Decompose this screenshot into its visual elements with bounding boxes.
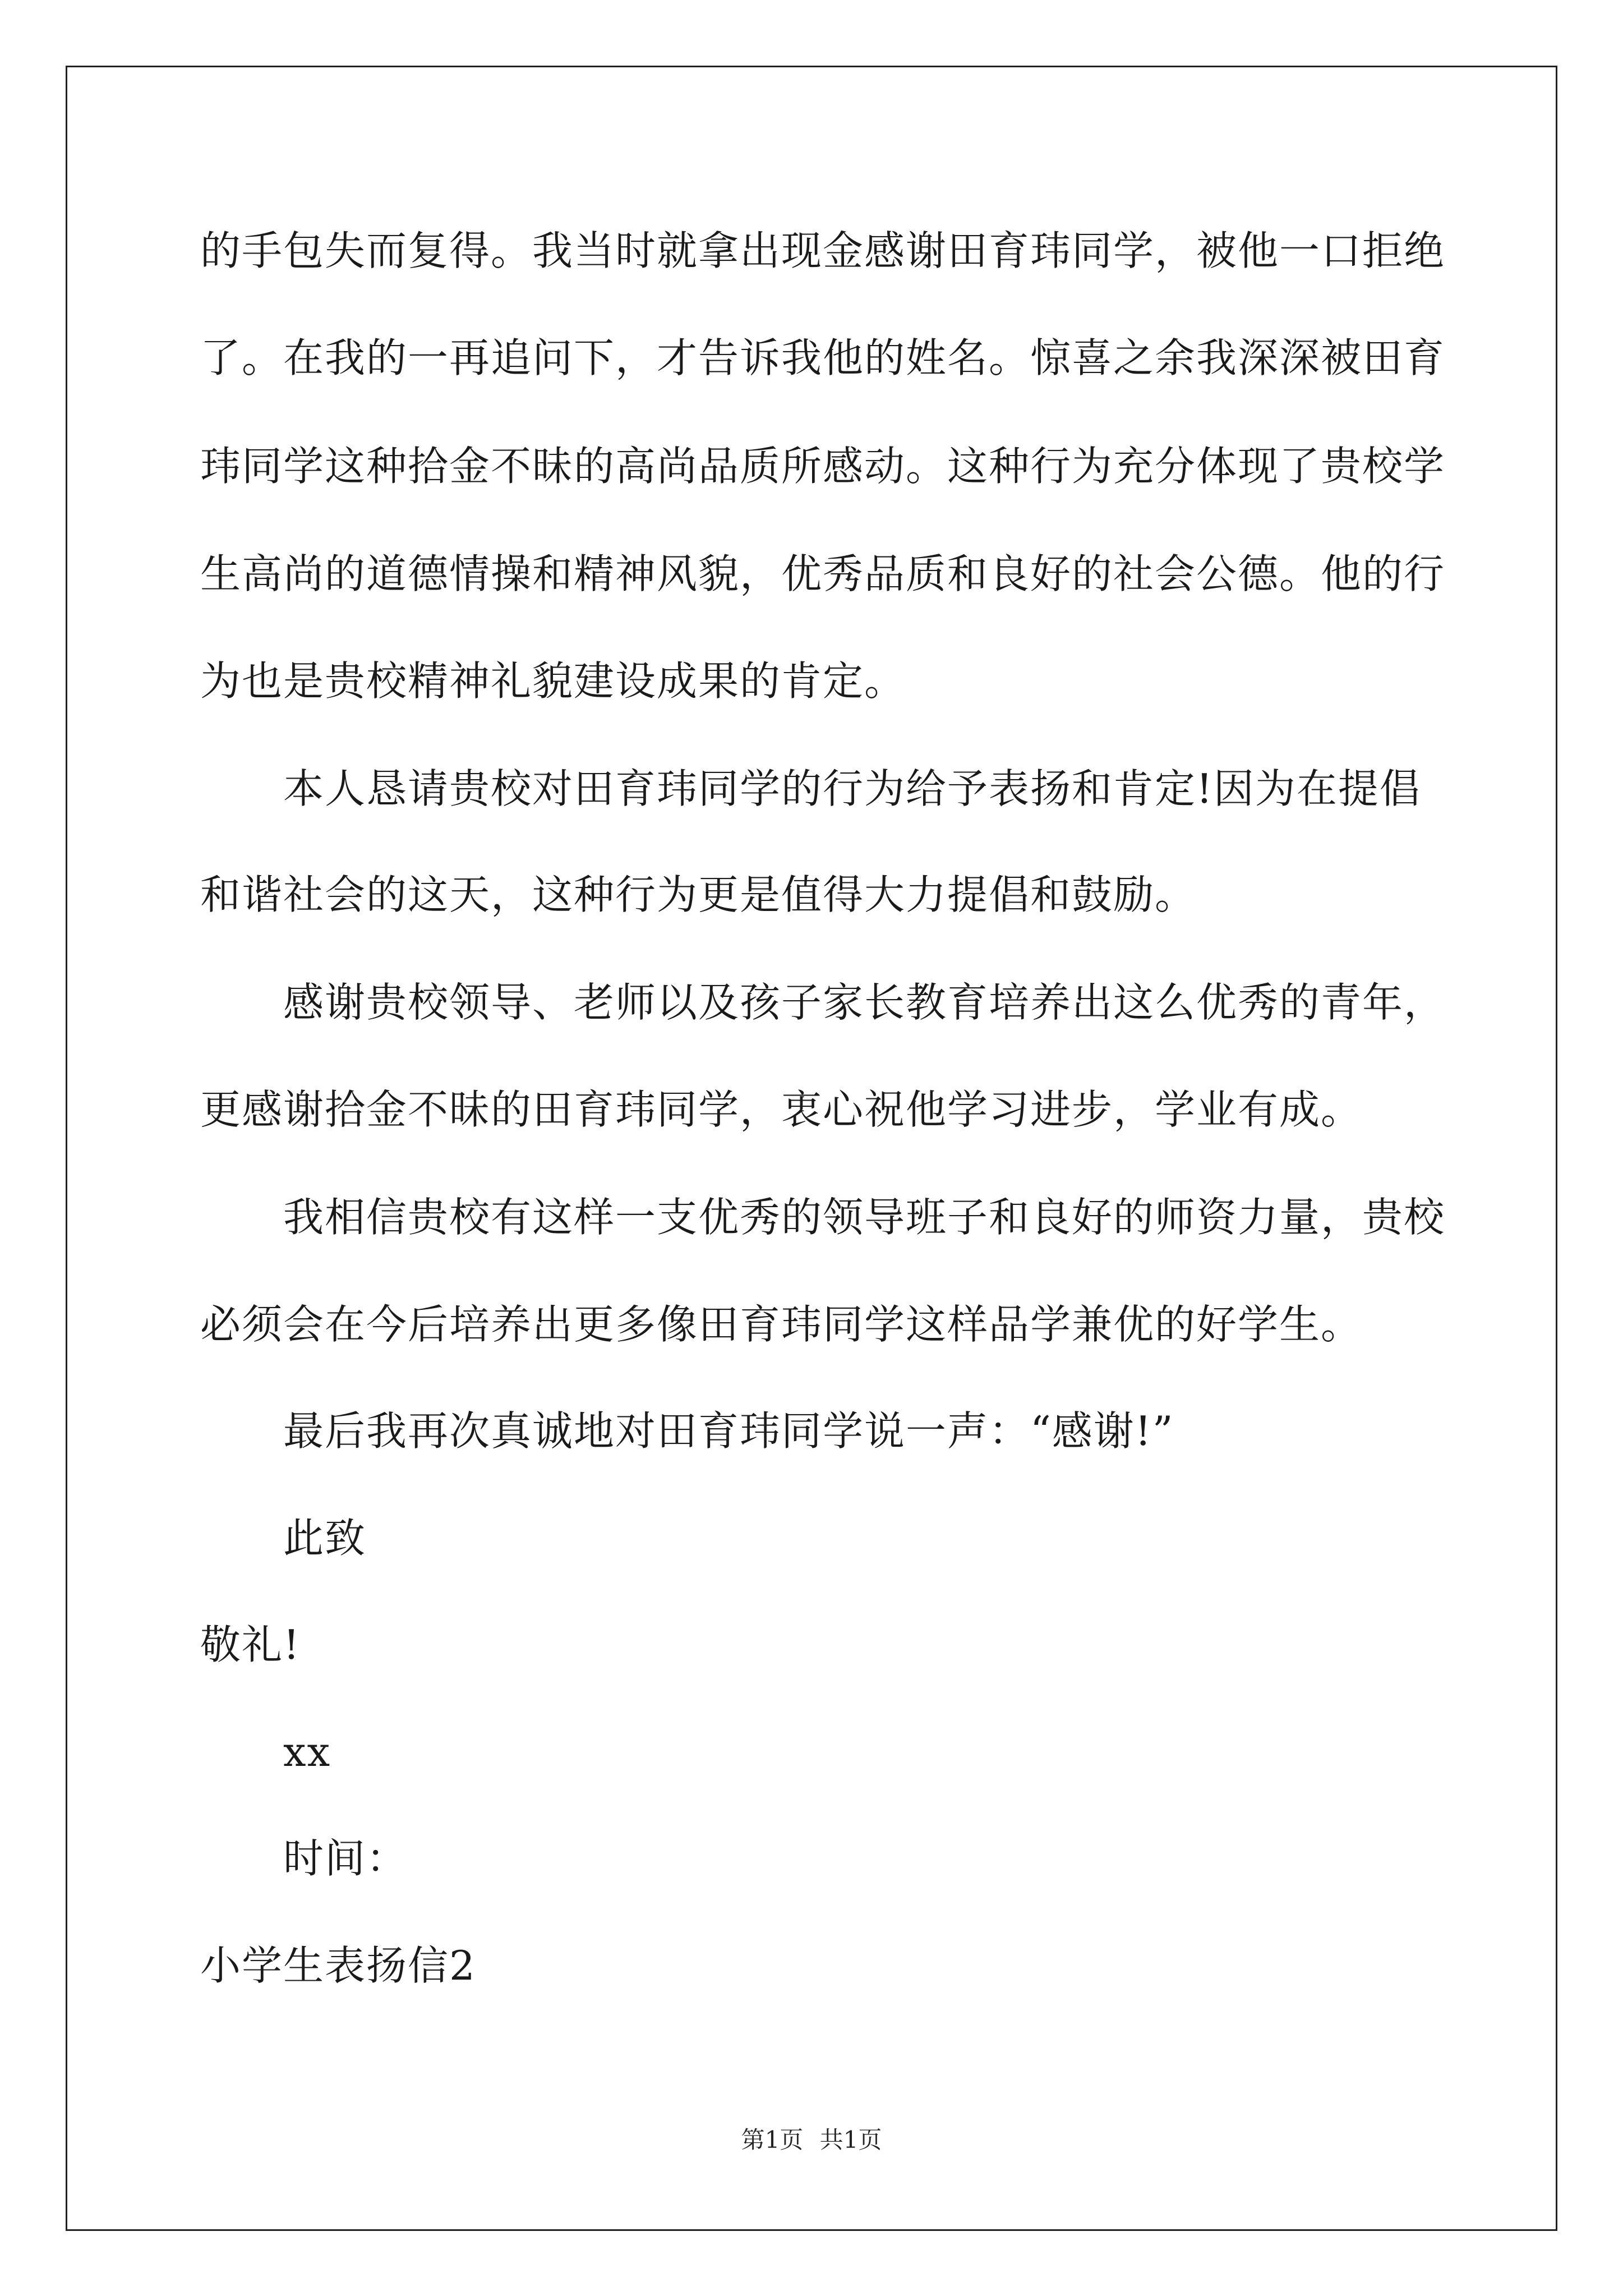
closing-regards: 敬礼!	[200, 1621, 301, 1668]
page-number: 第1页	[741, 2126, 804, 2154]
body-text-line: 生高尚的道德情操和精神风貌，优秀品质和良好的社会公德。他的行	[200, 550, 1446, 597]
body-text-line: 为也是贵校精神礼貌建设成果的肯定。	[200, 657, 906, 705]
body-text-line: 更感谢拾金不昧的田育玮同学，衷心祝他学习进步，学业有成。	[200, 1086, 1363, 1133]
body-text-line: 的手包失而复得。我当时就拿出现金感谢田育玮同学，被他一口拒绝	[200, 227, 1446, 274]
page-count: 共1页	[819, 2126, 882, 2154]
body-text-line: 和谐社会的这天，这种行为更是值得大力提倡和鼓励。	[200, 871, 1197, 918]
date-label: 时间：	[283, 1835, 408, 1882]
body-text-line: 了。在我的一再追问下，才告诉我他的姓名。惊喜之余我深深被田育	[200, 334, 1446, 381]
paragraph-first-line: 本人恳请贵校对田育玮同学的行为给予表扬和肯定!因为在提倡	[283, 765, 1421, 812]
closing-salutation: 此致	[283, 1515, 367, 1562]
section-heading: 小学生表扬信2	[200, 1942, 476, 1989]
signature: xx	[283, 1728, 331, 1775]
page-border	[66, 66, 1557, 2231]
paragraph-first-line: 我相信贵校有这样一支优秀的领导班子和良好的师资力量，贵校	[283, 1194, 1446, 1241]
body-text-line: 必须会在今后培养出更多像田育玮同学这样品学兼优的好学生。	[200, 1301, 1363, 1348]
paragraph-first-line: 最后我再次真诚地对田育玮同学说一声：“感谢!”	[283, 1407, 1174, 1455]
page-footer	[0, 2126, 1623, 2154]
body-text-line: 玮同学这种拾金不昧的高尚品质所感动。这种行为充分体现了贵校学	[200, 443, 1446, 490]
paragraph-first-line: 感谢贵校领导、老师以及孩子家长教育培养出这么优秀的青年，	[283, 979, 1446, 1026]
